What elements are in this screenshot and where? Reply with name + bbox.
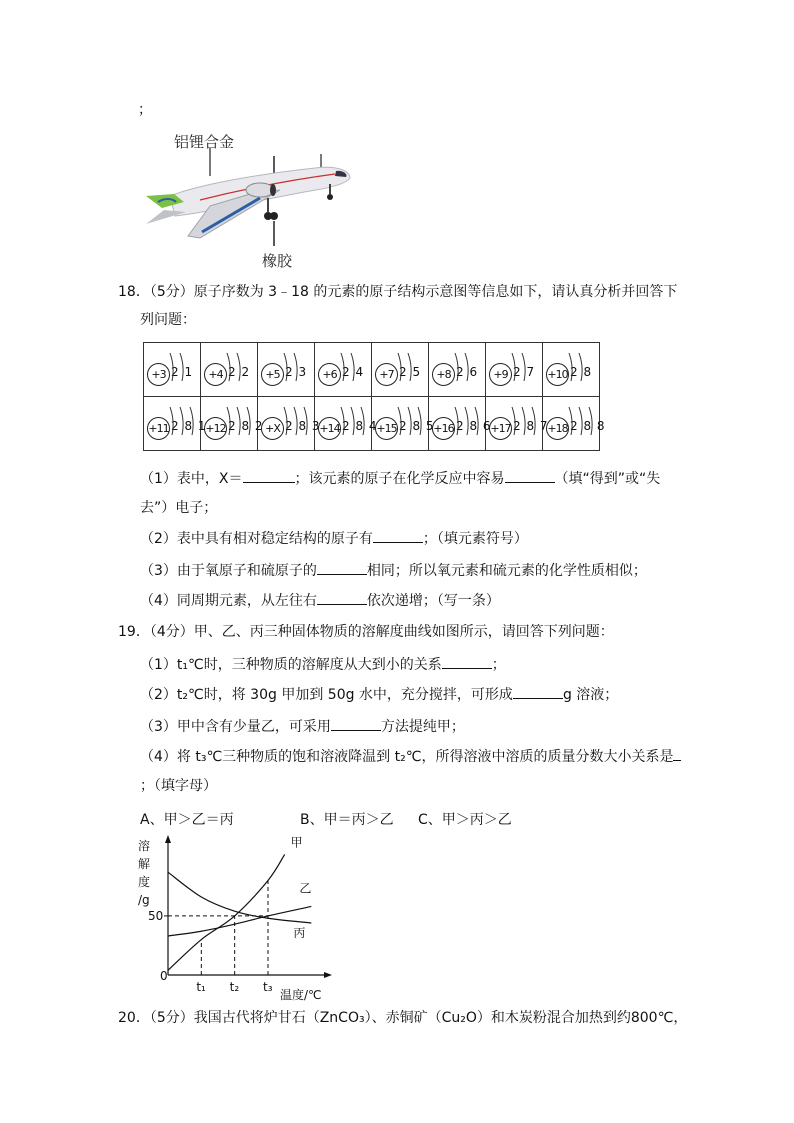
shell-arcs — [223, 347, 257, 395]
shell-arcs — [394, 347, 428, 395]
nucleus: +18 — [546, 417, 569, 440]
q18-p3-text-a: （3）由于氧原子和硫原子的 — [140, 563, 317, 579]
atom-cell — [315, 343, 372, 397]
q18-p1-text-a: （1）表中，X＝ — [140, 471, 243, 487]
nucleus: +11 — [147, 417, 170, 440]
q19-part3 — [140, 716, 465, 737]
shell-arcs — [280, 347, 314, 395]
series-label: 乙 — [299, 881, 312, 896]
atom-structure-table — [143, 342, 606, 451]
q19-option-b: B、甲＝丙＞乙 — [300, 812, 394, 828]
x-tick-label: t₂ — [229, 980, 240, 994]
fragment-semicolon: ； — [138, 102, 152, 118]
nucleus: +3 — [147, 363, 170, 386]
y-label-char: 度 — [138, 875, 151, 889]
nucleus: +9 — [489, 363, 512, 386]
nucleus: +10 — [546, 363, 569, 386]
answer-blank[interactable] — [317, 560, 367, 575]
atom-cell — [429, 343, 486, 397]
electron-shells: 2 8 4 — [342, 419, 378, 433]
electron-shells: 2 8 7 — [513, 419, 549, 433]
shell-arcs — [508, 347, 542, 395]
atom-cell — [486, 397, 549, 451]
electron-shells: 2 8 8 — [570, 419, 606, 433]
alloy-label: 铝锂合金 — [174, 133, 235, 151]
atom-cell — [258, 397, 321, 451]
q19-part4-cont: ；（填字母） — [140, 778, 217, 794]
answer-blank[interactable] — [317, 590, 367, 605]
electron-shells: 2 2 — [228, 365, 251, 379]
atom-cell — [201, 397, 264, 451]
q18-p4-text-b: 依次递增；（写一条） — [366, 593, 500, 609]
answer-blank[interactable] — [243, 468, 295, 483]
airplane-figure — [140, 128, 370, 273]
q19-p2-text-a: （2）t₂℃时，将 30g 甲加到 50g 水中，充分搅拌，可形成 — [140, 687, 513, 703]
nucleus: +6 — [318, 363, 341, 386]
atom-cell — [372, 343, 429, 397]
q19-p4-text-a: （4）将 t₃℃三种物质的饱和溶液降温到 t₂℃，所得溶液中溶质的质量分数大小关系是 — [140, 749, 674, 765]
solubility-chart — [130, 832, 340, 1002]
shell-arcs — [565, 401, 599, 449]
q19-p3-text-a: （3）甲中含有少量乙，可采用 — [140, 719, 331, 735]
answer-blank[interactable] — [505, 468, 555, 483]
atom-cell — [144, 397, 207, 451]
q18-p3-text-b: 相同；所以氧元素和硫元素的化学性质相似； — [366, 563, 647, 579]
y-label-char: /g — [138, 893, 150, 907]
atom-cell — [486, 343, 543, 397]
q19-part2 — [140, 684, 618, 705]
shell-arcs — [337, 401, 371, 449]
q19-option-a: A、甲＞乙＝丙 — [140, 812, 234, 828]
q19-part4 — [140, 746, 681, 767]
answer-blank[interactable] — [442, 654, 492, 669]
shell-arcs — [337, 347, 371, 395]
shell-arcs — [508, 401, 542, 449]
y-axis-arrow — [165, 835, 171, 843]
series-line-bing — [168, 872, 311, 923]
q19-option-c: C、甲＞丙＞乙 — [418, 812, 512, 828]
q18-p1-text-c: （填“得到”或“失 — [554, 471, 661, 487]
shell-arcs — [280, 401, 314, 449]
q18-part1-cont: 去”）电子； — [140, 500, 218, 516]
nucleus: +15 — [375, 417, 398, 440]
shell-arcs — [166, 347, 200, 395]
rubber-label: 橡胶 — [262, 252, 293, 270]
q18-part3 — [140, 560, 647, 581]
nucleus: +4 — [204, 363, 227, 386]
shell-arcs — [451, 347, 485, 395]
shell-arcs — [166, 401, 200, 449]
q18-p4-text-a: （4）同周期元素，从左往右 — [140, 593, 317, 609]
q20-header: 20．（5分）我国古代将炉甘石（ZnCO₃）、赤铜矿（Cu₂O）和木炭粉混合加热到约800℃， — [118, 1010, 688, 1026]
electron-shells: 2 8 2 — [228, 419, 264, 433]
atom-cell — [201, 343, 258, 397]
nucleus: +X — [261, 417, 284, 440]
series-label: 丙 — [293, 926, 306, 940]
answer-blank[interactable] — [513, 684, 563, 699]
nucleus: +14 — [318, 417, 341, 440]
shell-arcs — [451, 401, 485, 449]
nucleus: +7 — [375, 363, 398, 386]
series-label: 甲 — [290, 835, 303, 850]
x-tick-label: t₁ — [196, 980, 206, 994]
y-label-char: 溶 — [138, 839, 151, 853]
q19-p1-text-a: （1）t₁℃时，三种物质的溶解度从大到小的关系 — [140, 657, 442, 673]
nucleus: +8 — [432, 363, 455, 386]
nucleus: +16 — [432, 417, 455, 440]
q18-part4 — [140, 590, 500, 611]
electron-shells: 2 6 — [456, 365, 479, 379]
electron-shells: 2 8 1 — [171, 419, 207, 433]
electron-shells: 2 8 — [570, 365, 593, 379]
answer-blank[interactable] — [673, 746, 681, 761]
q18-p2-text-b: ；（填元素符号） — [422, 531, 528, 547]
y-label-char: 解 — [138, 857, 151, 871]
q19-p3-text-b: 方法提纯甲； — [380, 719, 465, 735]
electron-shells: 2 8 6 — [456, 419, 492, 433]
electron-shells: 2 8 5 — [399, 419, 435, 433]
shell-arcs — [223, 401, 257, 449]
electron-shells: 2 4 — [342, 365, 365, 379]
electron-shells: 2 5 — [399, 365, 422, 379]
q18-p1-text-b: ；该元素的原子在化学反应中容易 — [294, 471, 505, 487]
shell-arcs — [565, 347, 599, 395]
answer-blank[interactable] — [373, 528, 423, 543]
atom-cell — [372, 397, 435, 451]
electron-shells: 2 7 — [513, 365, 536, 379]
atom-cell — [258, 343, 315, 397]
atom-cell — [315, 397, 378, 451]
atom-cell — [543, 343, 600, 397]
q19-p2-text-b: g 溶液； — [562, 687, 619, 703]
answer-blank[interactable] — [331, 716, 381, 731]
atom-cell — [543, 397, 606, 451]
q18-p2-text-a: （2）表中具有相对稳定结构的原子有 — [140, 531, 373, 547]
x-axis-arrow — [324, 972, 332, 978]
electron-shells: 2 1 — [171, 365, 194, 379]
electron-shells: 2 8 3 — [285, 419, 321, 433]
q18-part1 — [140, 468, 660, 489]
q19-part1 — [140, 654, 506, 675]
shell-arcs — [394, 401, 428, 449]
electron-shells: 2 3 — [285, 365, 308, 379]
q18-header-line1: 18．（5分）原子序数为 3﹣18 的元素的原子结构示意图等信息如下，请认真分析并回答下 — [118, 284, 678, 300]
atom-cell — [144, 343, 201, 397]
q19-header: 19．（4分）甲、乙、丙三种固体物质的溶解度曲线如图所示，请回答下列问题： — [118, 624, 614, 640]
q18-header-line2: 列问题： — [140, 312, 196, 328]
q19-p1-text-b: ； — [491, 657, 506, 673]
x-tick-label: t₃ — [263, 980, 273, 994]
origin-label: 0 — [160, 969, 168, 983]
series-line-jia — [168, 854, 285, 970]
airplane-icon — [140, 128, 370, 273]
nucleus: +12 — [204, 417, 227, 440]
atom-cell — [429, 397, 492, 451]
nucleus: +17 — [489, 417, 512, 440]
x-axis-label: 温度/℃ — [280, 988, 322, 1002]
y-tick-label: 50 — [148, 908, 164, 923]
nucleus: +5 — [261, 363, 284, 386]
q18-part2 — [140, 528, 528, 549]
